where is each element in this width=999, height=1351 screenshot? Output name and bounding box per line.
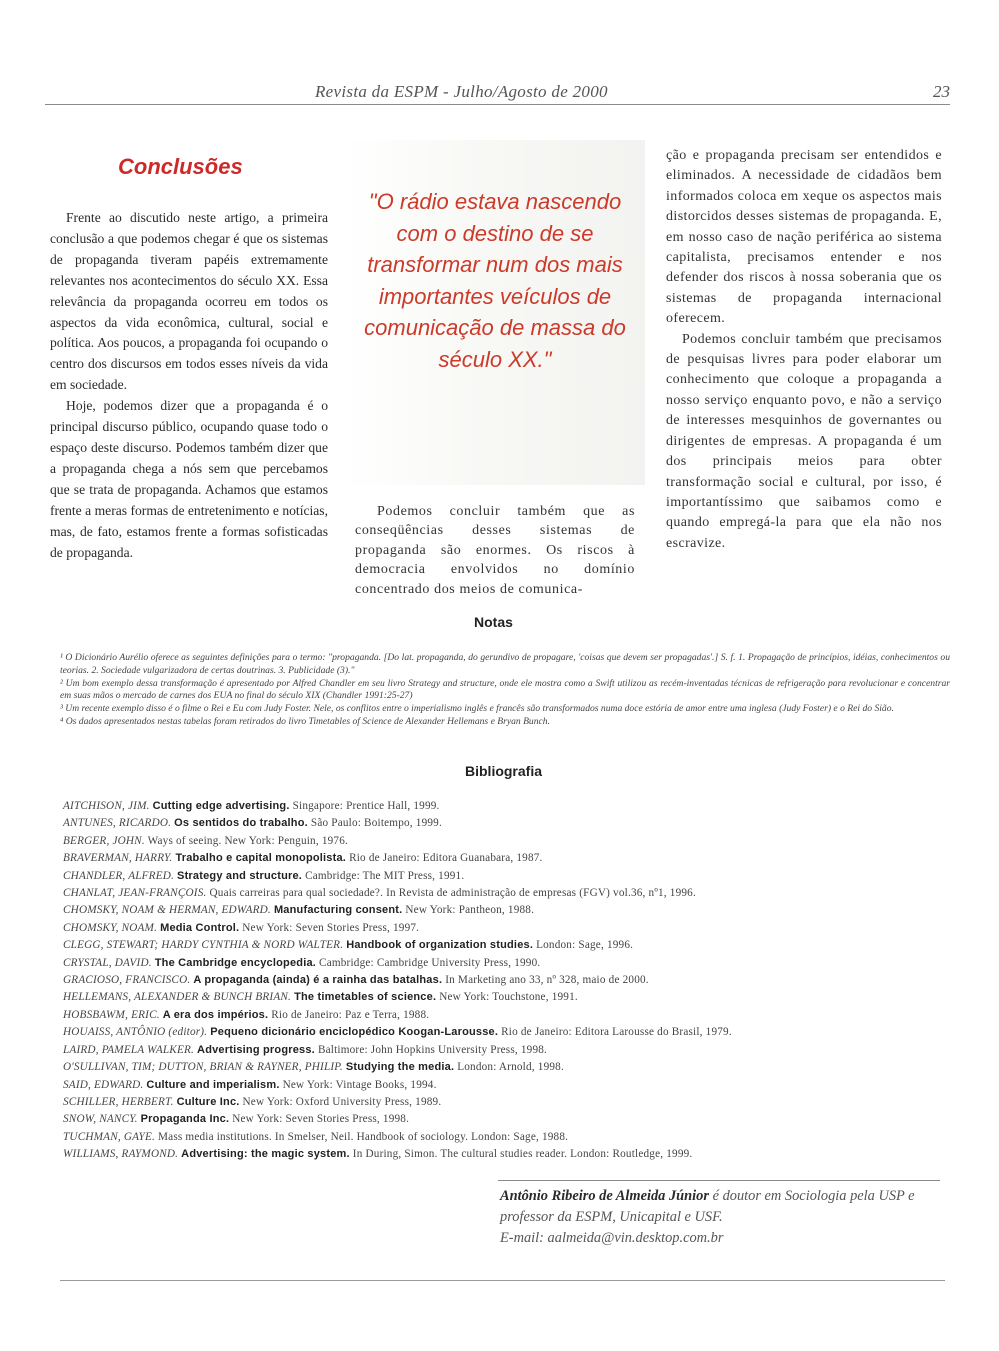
entry-author: CHANDLER, ALFRED. [63,869,175,882]
entry-author: CLEGG, STEWART; HARDY CYNTHIA & NORD WALTER. [63,939,344,952]
entry-author: CHANLAT, JEAN-FRANÇOIS. [63,887,207,900]
entry-author: O'SULLIVAN, TIM; DUTTON, BRIAN & RAYNER, PHILIP. [63,1061,343,1074]
bibliography-entry [63,1024,943,1041]
entry-publication: Mass media institutions. In Smelser, Neil. Handbook of sociology. London: Sage, 1988. [158,1130,569,1143]
entry-title: Media Control. [160,921,240,934]
entry-title: Handbook of organization studies. [346,939,534,952]
entry-publication: London: Sage, 1996. [536,939,634,952]
entry-author: HELLEMANS, ALEXANDER & BUNCH BRIAN. [63,991,292,1004]
note-item: ¹ O Dicionário Aurélio oferece as seguintes definições para o termo: "propaganda. [Do lat. propaganda, do gerundivo de propagare, 'coisas que devem ser propagadas'.] S. f. 1. Propagação de princípios, idéias, conhecimentos ou teorias. 2. Sociedade vulgarizadora de certas doutrinas. 3. Publicidade (3)." [60,652,950,676]
bibliography-entry [63,1042,943,1059]
entry-title: Advertising progress. [197,1043,315,1056]
notes-heading: Notas [474,614,513,630]
entry-publication: London: Arnold, 1998. [457,1061,564,1074]
entry-title: Propaganda Inc. [140,1113,230,1126]
bibliography-entry [63,972,943,989]
entry-publication: Cambridge: The MIT Press, 1991. [305,869,465,882]
bibliography-entry [63,1094,943,1111]
notes-list [60,652,950,729]
entry-author: CRYSTAL, DAVID. [63,956,152,969]
entry-author: CHOMSKY, NOAM. [63,921,158,934]
bibliography-entry [63,1111,943,1128]
bibliography-entry [63,1146,943,1163]
page-header [60,82,950,104]
note-item: ³ Um recente exemplo disso é o filme o Rei e Eu com Judy Foster. Nele, os conflitos entre o imperialismo inglês e francês são transformados numa doce estória de amor entre uma inglesa (Judy Foster) e o Rei do Sião. [60,703,894,715]
footer-rule [60,1280,945,1281]
entry-title: Advertising: the magic system. [181,1148,350,1161]
entry-title: Os sentidos do trabalho. [174,817,308,830]
entry-publication: New York: Oxford University Press, 1989. [242,1095,442,1108]
column-3 [666,146,942,554]
entry-author: TUCHMAN, GAYE. [63,1130,155,1143]
bibliography-entry [63,815,943,832]
entry-publication: In During, Simon. The cultural studies reader. London: Routledge, 1999. [352,1148,693,1161]
entry-publication: Rio de Janeiro: Editora Guanabara, 1987. [349,852,543,865]
bibliography-entry [63,1077,943,1094]
pull-quote: "O rádio estava nascendo com o destino de se transformar num dos mais importantes veículos de comunicação de massa do século XX." [364,189,626,372]
section-title: Conclusões [118,154,243,179]
header-rule [45,104,950,105]
entry-publication: New York: Seven Stories Press, 1997. [242,921,420,934]
column-2 [355,502,635,599]
bibliography-entry [63,868,943,885]
bibliography-entry [63,885,943,902]
entry-title: Studying the media. [345,1061,455,1074]
entry-author: HOUAISS, ANTÔNIO (editor). [63,1026,208,1039]
entry-title: Culture Inc. [176,1095,240,1108]
entry-author: BERGER, JOHN. [63,834,145,847]
paragraph: ção e propaganda precisam ser entendidos e eliminados. A necessidade de cidadãos bem informados coloca em xeque os aspectos mais distorcidos desses sistemas de propaganda. E, em nosso caso de nação periférica ao sistema capitalista, precisamos entender e nos defender dos riscos à nossa soberania que os sistemas de propaganda internacional oferecem. [666,148,942,327]
bibliography-list [63,798,943,1164]
author-name: Antônio Ribeiro de Almeida Júnior [500,1188,709,1204]
bio-rule [498,1180,940,1181]
paragraph: Podemos concluir também que as conseqüências desses sistemas de propaganda são enormes. Os riscos à democracia envolvidos no domínio concentrado dos meios de comunica- [355,504,635,597]
pull-quote-box [345,140,645,485]
entry-author: CHOMSKY, NOAM & HERMAN, EDWARD. [63,904,271,917]
bibliography-entry [63,850,943,867]
paragraph: Frente ao discutido neste artigo, a primeira conclusão a que podemos chegar é que os sistemas de propaganda tiveram papéis extremamente relevantes nos acontecimentos do século XX. Essa relevância da propaganda ocorreu em todos os aspectos da vida econômica, cultural, social e política. Aos poucos, a propaganda foi ocupando o centro dos discursos em todos esses níveis da vida em sociedade. [50,210,328,393]
author-email: E-mail: aalmeida@vin.desktop.com.br [500,1230,724,1246]
entry-author: ANTUNES, RICARDO. [63,817,172,830]
entry-author: LAIRD, PAMELA WALKER. [63,1043,195,1056]
author-description: é doutor em Sociologia pela USP e professor da ESPM, Unicapital e USF. [500,1188,915,1225]
entry-publication: Singapore: Prentice Hall, 1999. [292,800,440,812]
entry-publication: Rio de Janeiro: Paz e Terra, 1988. [271,1008,430,1021]
journal-title: Revista da ESPM - Julho/Agosto de 2000 [315,82,608,101]
bibliography-entry [63,902,943,919]
author-bio [500,1186,940,1249]
entry-author: SAID, EDWARD. [63,1078,144,1091]
entry-title: A era dos impérios. [162,1008,269,1021]
entry-title: A propaganda (ainda) é a rainha das batalhas. [193,974,443,987]
entry-publication: Baltimore: John Hopkins University Press, 1998. [317,1043,548,1056]
bibliography-entry [63,989,943,1006]
column-1 [50,208,328,563]
entry-title: Trabalho e capital monopolista. [175,852,347,865]
entry-author: SCHILLER, HERBERT. [63,1095,174,1108]
bibliography-entry [63,937,943,954]
bibliography-entry [63,833,943,850]
note-item: ² Um bom exemplo dessa transformação é apresentado por Alfred Chandler em seu livro Strategy and structure, onde ele mostra como a Swift utilizou as recém-inventadas técnicas de refrigeração para revolucionar e concentrar em suas mãos o mercado de carnes dos EUA no final do século XIX (Chandler 1991:25-27) [60,677,950,702]
entry-author: BRAVERMAN, HARRY. [63,852,173,865]
bibliography-entry [63,798,943,815]
paragraph: Hoje, podemos dizer que a propaganda é o principal discurso público, ocupando quase todo o espaço deste discurso. Podemos também dizer que a propaganda chega a nós sem que percebamos que se trata de propaganda. Achamos que estamos frente a meras formas de entretenimento e notícias, mas, de fato, estamos frente a formas sofisticadas de propaganda. [50,398,328,560]
entry-title: Strategy and structure. [177,869,303,882]
bibliography-heading: Bibliografia [465,763,543,779]
entry-title: Cutting edge advertising. [152,800,290,812]
entry-publication: New York: Vintage Books, 1994. [282,1078,437,1091]
entry-author: AITCHISON, JIM. [63,800,150,812]
entry-publication: New York: Pantheon, 1988. [405,904,535,917]
entry-author: SNOW, NANCY. [63,1113,138,1126]
entry-author: WILLIAMS, RAYMOND. [63,1148,179,1161]
entry-author: HOBSBAWM, ERIC. [63,1008,160,1021]
entry-publication: Rio de Janeiro: Editora Larousse do Brasil, 1979. [501,1026,732,1039]
entry-author: GRACIOSO, FRANCISCO. [63,974,191,987]
entry-title: The Cambridge encyclopedia. [154,956,317,969]
note-item: ⁴ Os dados apresentados nestas tabelas foram retirados do livro Timetables of Science de Alexander Hellemans e Bryan Bunch. [60,715,550,727]
bibliography-entry [63,955,943,972]
entry-title: Manufacturing consent. [273,904,403,917]
entry-publication: Cambridge: Cambridge University Press, 1990. [319,956,541,969]
bibliography-entry [63,920,943,937]
bibliography-entry [63,1007,943,1024]
entry-publication: New York: Touchstone, 1991. [439,991,578,1004]
entry-title: Culture and imperialism. [146,1078,280,1091]
entry-publication: In Marketing ano 33, nº 328, maio de 2000. [445,974,649,987]
entry-title: The timetables of science. [294,991,437,1004]
page-number: 23 [933,82,950,101]
entry-publication: São Paulo: Boitempo, 1999. [310,817,442,830]
bibliography-entry [63,1059,943,1076]
bibliography-entry [63,1129,943,1146]
paragraph: Podemos concluir também que precisamos de pesquisas livres para poder elaborar um conhecimento que coloque a propaganda a nosso serviço enquanto povo, e não a serviço de interesses mesquinhos de governantes ou dirigentes de empresas. A propaganda é um dos principais meios para obter transformação social e cultural, por isso, é importantíssimo que saibamos como e quando empregá-la para que ela não nos escravize. [666,331,942,551]
entry-title: Pequeno dicionário enciclopédico Koogan-Larousse. [210,1026,499,1039]
entry-publication: Quais carreiras para qual sociedade?. In Revista de administração de empresas (FGV) vol.36, nº1, 1996. [209,887,696,900]
entry-publication: Ways of seeing. New York: Penguin, 1976. [147,834,349,847]
entry-publication: New York: Seven Stories Press, 1998. [232,1113,410,1126]
